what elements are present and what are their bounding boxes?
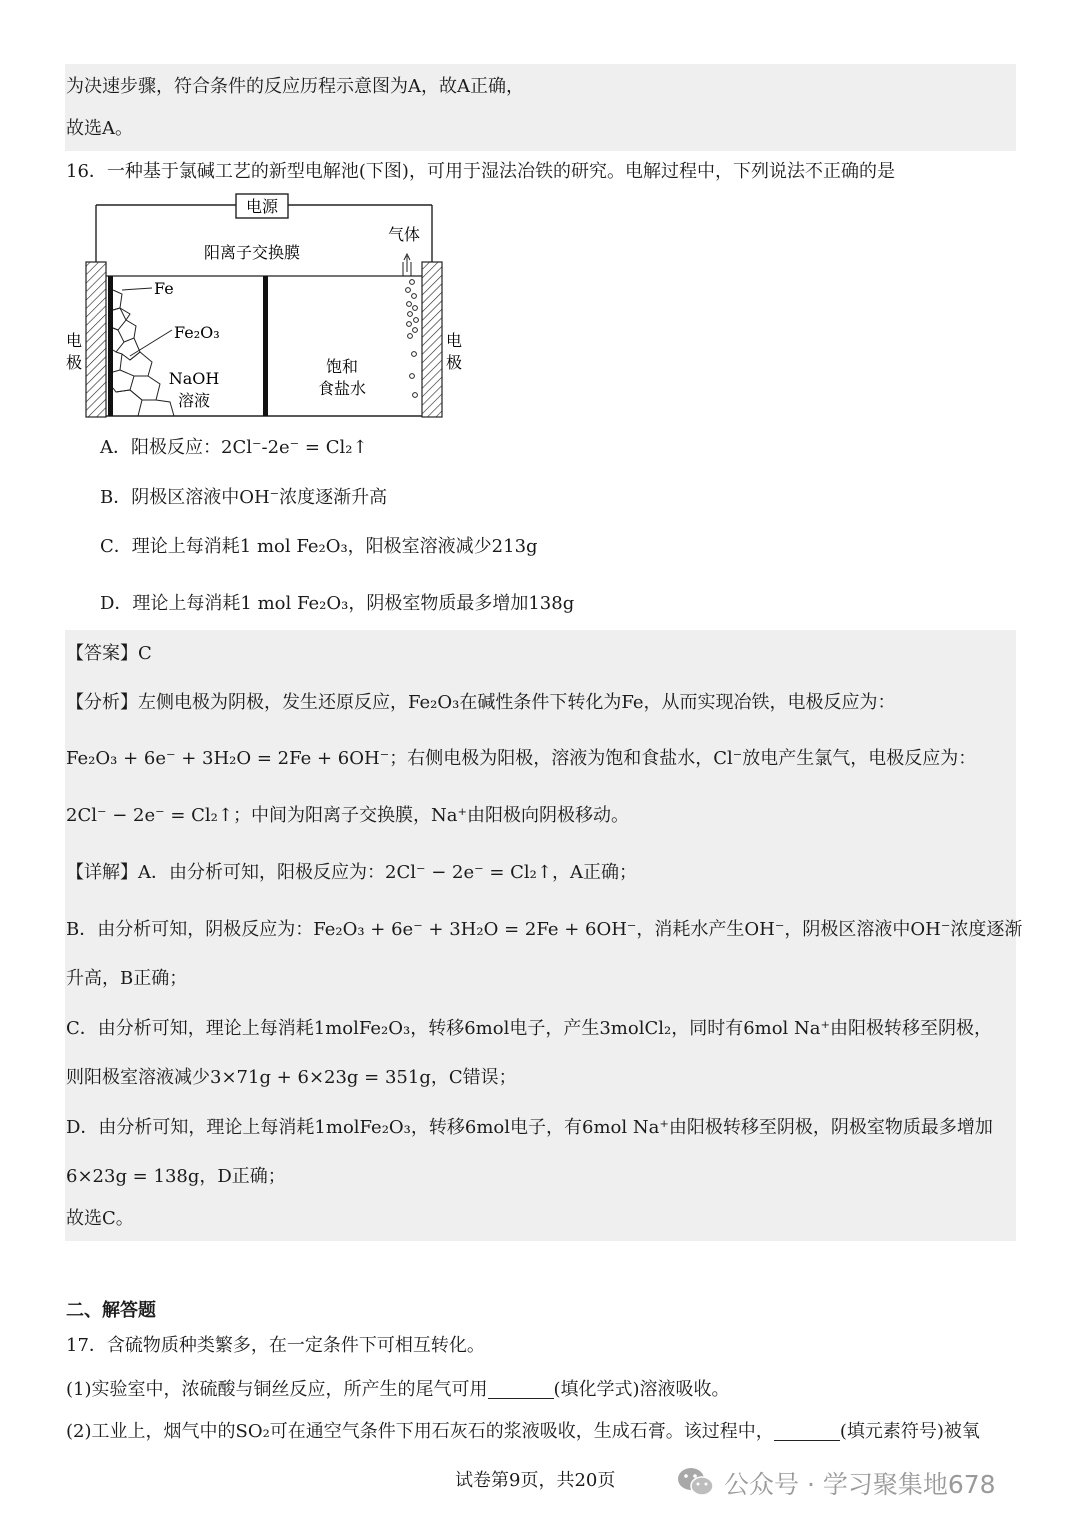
conclusion-line: 故选C。 <box>66 1208 134 1229</box>
power-source-label: 电源 <box>245 197 279 216</box>
gas-label: 气体 <box>387 225 421 244</box>
q17-part-2-suffix: (填元素符号)被氧 <box>839 1421 980 1442</box>
left-electrode-label-2: 极 <box>66 353 83 372</box>
wechat-icon <box>676 1465 716 1499</box>
left-electrode-label-1: 电 <box>66 331 83 350</box>
fe2o3-label: Fe₂O₃ <box>174 323 220 342</box>
analysis-line-2: Fe₂O₃ + 6e⁻ + 3H₂O = 2Fe + 6OH⁻；右侧电极为阳极，溶液为饱和食盐水，Cl⁻放电产生氯气，电极反应为： <box>66 748 977 769</box>
detail-c-2: 则阳极室溶液减少3×71g + 6×23g = 351g，C错误； <box>66 1067 517 1088</box>
detail-b-1: B．由分析可知，阴极反应为：Fe₂O₃ + 6e⁻ + 3H₂O = 2Fe + 6OH⁻，消耗水产生OH⁻，阴极区溶液中OH⁻浓度逐渐 <box>66 919 1023 940</box>
gas-outlet-arrow <box>403 254 411 276</box>
q17-part-1 <box>66 1377 730 1403</box>
fe-plate <box>108 276 113 416</box>
brine-label-1: 饱和 <box>325 357 359 376</box>
q16-stem: 16．一种基于氯碱工艺的新型电解池(下图)，可用于湿法冶铁的研究。电解过程中，下列说法不正确的是 <box>66 161 895 182</box>
detail-d-2: 6×23g = 138g，D正确； <box>66 1166 286 1187</box>
option-c: C．理论上每消耗1 mol Fe₂O₃，阳极室溶液减少213g <box>100 536 538 557</box>
brine-label-2: 食盐水 <box>317 379 367 398</box>
right-electrode-label-2: 极 <box>446 353 463 372</box>
option-d: D．理论上每消耗1 mol Fe₂O₃，阴极室物质最多增加138g <box>100 593 575 614</box>
watermark <box>676 1463 1056 1503</box>
top-line-2: 故选A。 <box>66 118 133 139</box>
cation-exchange-membrane <box>263 276 268 416</box>
right-electrode-label-1: 电 <box>446 331 463 350</box>
detail-c-1: C．由分析可知，理论上每消耗1molFe₂O₃，转移6mol电子，产生3molCl₂，同时有6mol Na⁺由阳极转移至阴极， <box>66 1018 993 1039</box>
right-electrode <box>422 262 442 417</box>
top-line-1: 为决速步骤，符合条件的反应历程示意图为A，故A正确， <box>66 76 524 97</box>
fe-label: Fe <box>154 279 174 298</box>
electrolysis-cell-diagram <box>60 190 480 422</box>
analysis-line-3: 2Cl⁻ − 2e⁻ = Cl₂↑；中间为阳离子交换膜，Na⁺由阳极向阴极移动。 <box>66 805 629 826</box>
section-heading: 二、解答题 <box>66 1300 156 1321</box>
gas-bubbles <box>406 280 419 398</box>
analysis-line-1: 【分析】左侧电极为阴极，发生还原反应，Fe₂O₃在碱性条件下转化为Fe，从而实现冶铁，电极反应为： <box>66 692 896 713</box>
q17-part-1-text: (1)实验室中，浓硫酸与铜丝反应，所产生的尾气可用 <box>66 1379 488 1400</box>
option-a: A．阳极反应：2Cl⁻-2e⁻ = Cl₂↑ <box>100 437 368 458</box>
detail-b-2: 升高，B正确； <box>66 968 188 989</box>
left-electrode <box>86 262 106 417</box>
fe2o3-particles <box>113 290 174 416</box>
q17-stem: 17．含硫物质种类繁多，在一定条件下可相互转化。 <box>66 1335 485 1356</box>
detail-d-1: D．由分析可知，理论上每消耗1molFe₂O₃，转移6mol电子，有6mol Na⁺由阳极转移至阴极，阴极室物质最多增加 <box>66 1117 993 1138</box>
naoh-label: NaOH <box>168 369 220 388</box>
watermark-text: 公众号 · 学习聚集地678 <box>724 1470 996 1499</box>
membrane-label: 阳离子交换膜 <box>203 243 301 262</box>
answer-line: 【答案】C <box>66 643 152 664</box>
q17-part-2-text: (2)工业上，烟气中的SO₂可在通空气条件下用石灰石的浆液吸收，生成石膏。该过程中， <box>66 1421 774 1442</box>
q17-part-1-blank[interactable] <box>488 1378 554 1399</box>
naoh-solution-label: 溶液 <box>177 391 211 410</box>
q17-part-2-blank[interactable] <box>774 1420 840 1441</box>
q17-part-2 <box>66 1419 980 1445</box>
q17-part-1-suffix: (填化学式)溶液吸收。 <box>553 1379 730 1400</box>
detail-a: 【详解】A．由分析可知，阳极反应为：2Cl⁻ − 2e⁻ = Cl₂↑，A正确； <box>66 862 637 883</box>
page-number: 试卷第9页，共20页 <box>455 1470 616 1491</box>
option-b: B．阴极区溶液中OH⁻浓度逐渐升高 <box>100 487 388 508</box>
